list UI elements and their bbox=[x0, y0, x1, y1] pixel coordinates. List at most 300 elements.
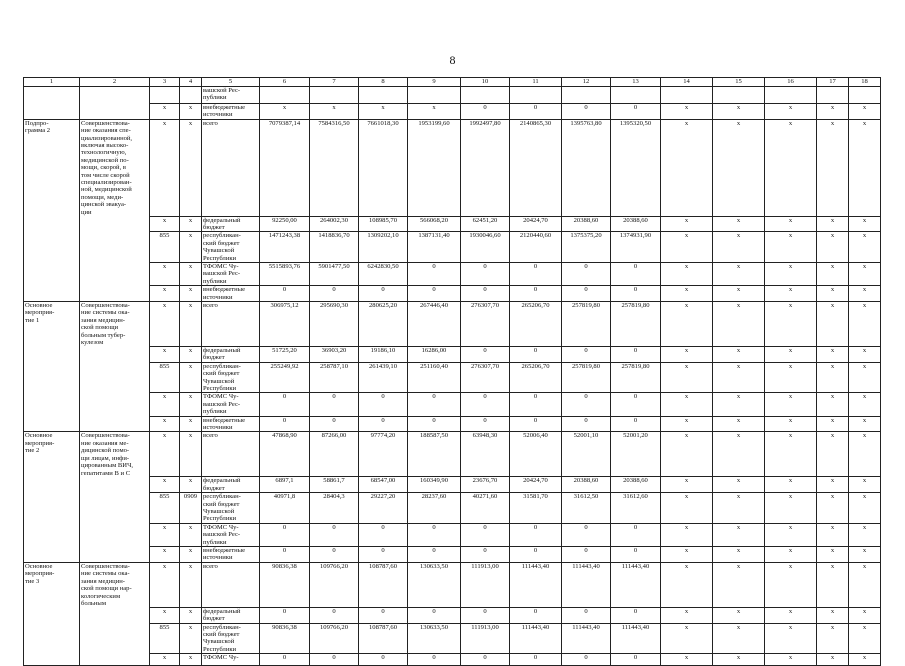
grbs-code-cell: х bbox=[150, 347, 180, 363]
amount-cell: 108787,60 bbox=[359, 562, 408, 607]
amount-cell: 0 bbox=[260, 547, 310, 563]
placeholder-cell: х bbox=[713, 119, 765, 216]
amount-cell: 92250,00 bbox=[260, 216, 310, 232]
section-code-cell: х bbox=[180, 623, 202, 654]
placeholder-cell: х bbox=[849, 523, 881, 546]
amount-cell: 108787,60 bbox=[359, 623, 408, 654]
amount-cell: 265206,70 bbox=[510, 362, 562, 393]
amount-cell: 0 bbox=[260, 393, 310, 416]
amount-cell: 51725,20 bbox=[260, 347, 310, 363]
amount-cell: 0 bbox=[510, 654, 562, 666]
placeholder-cell: х bbox=[661, 607, 713, 623]
amount-cell: 1930046,60 bbox=[461, 232, 510, 263]
placeholder-cell: х bbox=[849, 493, 881, 524]
placeholder-cell: х bbox=[713, 347, 765, 363]
amount-cell: 31612,50 bbox=[562, 493, 611, 524]
amount-cell: 108985,70 bbox=[359, 216, 408, 232]
amount-cell: 251160,40 bbox=[408, 362, 461, 393]
amount-cell: 0 bbox=[408, 416, 461, 432]
amount-cell: 0 bbox=[260, 416, 310, 432]
placeholder-cell: х bbox=[849, 104, 881, 120]
table-row bbox=[24, 607, 881, 623]
program-description-cell bbox=[80, 523, 150, 546]
amount-cell: 0 bbox=[408, 263, 461, 286]
funding-source-cell: республикан- ский бюджет Чувашской Республики bbox=[202, 232, 260, 263]
amount-cell: 0 bbox=[408, 607, 461, 623]
amount-cell: х bbox=[310, 104, 359, 120]
amount-cell: 0 bbox=[260, 286, 310, 302]
placeholder-cell: х bbox=[765, 493, 817, 524]
column-number: 17 bbox=[817, 78, 849, 87]
amount-cell: 0 bbox=[359, 416, 408, 432]
placeholder-cell: х bbox=[817, 623, 849, 654]
placeholder-cell: х bbox=[661, 432, 713, 477]
funding-source-cell: республикан- ский бюджет Чувашской Республики bbox=[202, 493, 260, 524]
table-row bbox=[24, 87, 881, 104]
program-description-cell bbox=[80, 393, 150, 416]
program-name-cell bbox=[24, 623, 80, 654]
amount-cell: 58861,7 bbox=[310, 477, 359, 493]
program-name-cell bbox=[24, 547, 80, 563]
amount-cell: 111443,40 bbox=[562, 623, 611, 654]
section-code-cell: х bbox=[180, 347, 202, 363]
amount-cell: 109766,20 bbox=[310, 562, 359, 607]
program-description-cell bbox=[80, 362, 150, 393]
amount-cell: 0 bbox=[611, 607, 661, 623]
amount-cell: 1374931,90 bbox=[611, 232, 661, 263]
funding-source-cell: внебюджетные источники bbox=[202, 286, 260, 302]
amount-cell: 1309202,10 bbox=[359, 232, 408, 263]
amount-cell: 0 bbox=[408, 393, 461, 416]
placeholder-cell: х bbox=[817, 562, 849, 607]
amount-cell: 1387131,40 bbox=[408, 232, 461, 263]
amount-cell: 5515893,76 bbox=[260, 263, 310, 286]
placeholder-cell: х bbox=[817, 216, 849, 232]
column-number: 3 bbox=[150, 78, 180, 87]
grbs-code-cell: х bbox=[150, 216, 180, 232]
amount-cell bbox=[461, 87, 510, 104]
amount-cell: 0 bbox=[310, 607, 359, 623]
amount-cell: 0 bbox=[562, 393, 611, 416]
amount-cell: 20388,60 bbox=[611, 216, 661, 232]
amount-cell: 0 bbox=[310, 523, 359, 546]
amount-cell: 0 bbox=[562, 607, 611, 623]
amount-cell: 0 bbox=[310, 286, 359, 302]
program-name-cell: Основное мероприя- тие 2 bbox=[24, 432, 80, 477]
amount-cell: 0 bbox=[611, 523, 661, 546]
amount-cell: 276307,70 bbox=[461, 362, 510, 393]
program-description-cell bbox=[80, 607, 150, 623]
amount-cell: 0 bbox=[461, 104, 510, 120]
table-row bbox=[24, 263, 881, 286]
placeholder-cell: х bbox=[849, 623, 881, 654]
amount-cell: 130633,50 bbox=[408, 562, 461, 607]
placeholder-cell: х bbox=[765, 432, 817, 477]
amount-cell: 1395320,50 bbox=[611, 119, 661, 216]
section-code-cell: х bbox=[180, 104, 202, 120]
amount-cell: 16286,00 bbox=[408, 347, 461, 363]
amount-cell: 295690,30 bbox=[310, 302, 359, 347]
amount-cell: 28237,60 bbox=[408, 493, 461, 524]
placeholder-cell: х bbox=[849, 432, 881, 477]
column-number: 14 bbox=[661, 78, 713, 87]
table-row bbox=[24, 393, 881, 416]
section-code-cell: х bbox=[180, 286, 202, 302]
program-name-cell bbox=[24, 477, 80, 493]
amount-cell: 0 bbox=[359, 286, 408, 302]
amount-cell: 68547,00 bbox=[359, 477, 408, 493]
placeholder-cell: х bbox=[817, 416, 849, 432]
amount-cell: 19186,10 bbox=[359, 347, 408, 363]
grbs-code-cell: х bbox=[150, 654, 180, 666]
amount-cell: 257819,80 bbox=[562, 302, 611, 347]
program-description-cell: Совершенствова- ние системы ока- зания медицин- ской помощи нар- кологическим больным bbox=[80, 562, 150, 607]
amount-cell: 0 bbox=[461, 286, 510, 302]
section-code-cell: х bbox=[180, 119, 202, 216]
placeholder-cell: х bbox=[817, 302, 849, 347]
funding-source-cell: всего bbox=[202, 119, 260, 216]
amount-cell: 0 bbox=[611, 547, 661, 563]
table-row bbox=[24, 432, 881, 477]
amount-cell: 130633,50 bbox=[408, 623, 461, 654]
placeholder-cell bbox=[661, 87, 713, 104]
amount-cell: 0 bbox=[461, 416, 510, 432]
grbs-code-cell: х bbox=[150, 286, 180, 302]
placeholder-cell: х bbox=[713, 393, 765, 416]
amount-cell: 0 bbox=[461, 547, 510, 563]
amount-cell: 52001,10 bbox=[562, 432, 611, 477]
section-code-cell: х bbox=[180, 654, 202, 666]
table-row bbox=[24, 119, 881, 216]
amount-cell: 0 bbox=[408, 286, 461, 302]
amount-cell: 0 bbox=[310, 547, 359, 563]
amount-cell: х bbox=[260, 104, 310, 120]
placeholder-cell: х bbox=[661, 654, 713, 666]
budget-table bbox=[23, 77, 881, 666]
amount-cell: 111913,00 bbox=[461, 623, 510, 654]
amount-cell: 0 bbox=[562, 523, 611, 546]
amount-cell: 1992497,80 bbox=[461, 119, 510, 216]
grbs-code-cell: х bbox=[150, 119, 180, 216]
table-row bbox=[24, 477, 881, 493]
program-name-cell bbox=[24, 104, 80, 120]
placeholder-cell: х bbox=[713, 607, 765, 623]
program-description-cell bbox=[80, 263, 150, 286]
placeholder-cell: х bbox=[849, 362, 881, 393]
amount-cell: 0 bbox=[260, 607, 310, 623]
placeholder-cell: х bbox=[849, 607, 881, 623]
placeholder-cell: х bbox=[765, 119, 817, 216]
placeholder-cell: х bbox=[817, 654, 849, 666]
program-description-cell bbox=[80, 547, 150, 563]
placeholder-cell: х bbox=[661, 623, 713, 654]
section-code-cell: х bbox=[180, 232, 202, 263]
amount-cell: 111443,40 bbox=[562, 562, 611, 607]
grbs-code-cell: х bbox=[150, 523, 180, 546]
amount-cell: 1395763,80 bbox=[562, 119, 611, 216]
placeholder-cell: х bbox=[713, 286, 765, 302]
section-code-cell: х bbox=[180, 547, 202, 563]
funding-source-cell: федеральный бюджет bbox=[202, 216, 260, 232]
program-name-cell bbox=[24, 347, 80, 363]
amount-cell: 5901477,50 bbox=[310, 263, 359, 286]
amount-cell: 0 bbox=[310, 416, 359, 432]
grbs-code-cell: х bbox=[150, 263, 180, 286]
amount-cell: 0 bbox=[510, 393, 562, 416]
placeholder-cell: х bbox=[661, 104, 713, 120]
placeholder-cell: х bbox=[661, 477, 713, 493]
table-row bbox=[24, 216, 881, 232]
table-row bbox=[24, 493, 881, 524]
funding-source-cell: внебюджетные источники bbox=[202, 104, 260, 120]
placeholder-cell: х bbox=[817, 393, 849, 416]
amount-cell: 111443,40 bbox=[611, 623, 661, 654]
amount-cell: х bbox=[408, 104, 461, 120]
amount-cell bbox=[562, 87, 611, 104]
grbs-code-cell: х bbox=[150, 302, 180, 347]
grbs-code-cell: 855 bbox=[150, 232, 180, 263]
amount-cell: 0 bbox=[461, 393, 510, 416]
placeholder-cell: х bbox=[765, 623, 817, 654]
program-description-cell bbox=[80, 477, 150, 493]
amount-cell: 40271,60 bbox=[461, 493, 510, 524]
placeholder-cell: х bbox=[713, 547, 765, 563]
amount-cell bbox=[260, 87, 310, 104]
placeholder-cell: х bbox=[765, 416, 817, 432]
section-code-cell: х bbox=[180, 263, 202, 286]
amount-cell: 0 bbox=[562, 547, 611, 563]
amount-cell: 0 bbox=[611, 347, 661, 363]
placeholder-cell: х bbox=[817, 347, 849, 363]
placeholder-cell: х bbox=[661, 562, 713, 607]
placeholder-cell: х bbox=[661, 302, 713, 347]
funding-source-cell: внебюджетные источники bbox=[202, 416, 260, 432]
amount-cell: 31581,70 bbox=[510, 493, 562, 524]
amount-cell: 7584316,50 bbox=[310, 119, 359, 216]
amount-cell: 265206,70 bbox=[510, 302, 562, 347]
program-name-cell bbox=[24, 393, 80, 416]
placeholder-cell: х bbox=[765, 263, 817, 286]
placeholder-cell: х bbox=[661, 232, 713, 263]
amount-cell: 0 bbox=[611, 263, 661, 286]
placeholder-cell: х bbox=[817, 232, 849, 263]
column-number: 16 bbox=[765, 78, 817, 87]
placeholder-cell: х bbox=[765, 302, 817, 347]
placeholder-cell: х bbox=[765, 547, 817, 563]
placeholder-cell: х bbox=[661, 493, 713, 524]
program-description-cell bbox=[80, 416, 150, 432]
placeholder-cell: х bbox=[849, 216, 881, 232]
placeholder-cell: х bbox=[817, 119, 849, 216]
program-name-cell bbox=[24, 232, 80, 263]
amount-cell bbox=[310, 87, 359, 104]
grbs-code-cell bbox=[150, 87, 180, 104]
amount-cell: 0 bbox=[611, 393, 661, 416]
program-description-cell: Совершенствова- ние системы ока- зания медицин- ской помощи больным тубер- кулезом bbox=[80, 302, 150, 347]
amount-cell: 1471243,38 bbox=[260, 232, 310, 263]
program-description-cell bbox=[80, 232, 150, 263]
column-number: 18 bbox=[849, 78, 881, 87]
amount-cell: 52006,40 bbox=[510, 432, 562, 477]
section-code-cell: х bbox=[180, 216, 202, 232]
amount-cell: 111913,00 bbox=[461, 562, 510, 607]
amount-cell: 40971,8 bbox=[260, 493, 310, 524]
program-description-cell bbox=[80, 493, 150, 524]
funding-source-cell: ТФОМС Чу- вашской Рес- публики bbox=[202, 263, 260, 286]
placeholder-cell: х bbox=[765, 523, 817, 546]
grbs-code-cell: х bbox=[150, 477, 180, 493]
table-row bbox=[24, 362, 881, 393]
page-number: 8 bbox=[449, 53, 456, 67]
amount-cell: 0 bbox=[611, 104, 661, 120]
section-code-cell bbox=[180, 87, 202, 104]
placeholder-cell: х bbox=[713, 477, 765, 493]
program-name-cell: Основное мероприя- тие 1 bbox=[24, 302, 80, 347]
table-row bbox=[24, 623, 881, 654]
program-description-cell bbox=[80, 87, 150, 104]
program-description-cell bbox=[80, 216, 150, 232]
column-number: 10 bbox=[461, 78, 510, 87]
column-number: 9 bbox=[408, 78, 461, 87]
amount-cell: 261439,10 bbox=[359, 362, 408, 393]
program-description-cell bbox=[80, 623, 150, 654]
amount-cell: 566068,20 bbox=[408, 216, 461, 232]
section-code-cell: х bbox=[180, 477, 202, 493]
placeholder-cell: х bbox=[713, 562, 765, 607]
funding-source-cell: всего bbox=[202, 432, 260, 477]
funding-source-cell: ТФОМС Чу- вашской Рес- публики bbox=[202, 523, 260, 546]
section-code-cell: х bbox=[180, 523, 202, 546]
placeholder-cell: х bbox=[765, 654, 817, 666]
amount-cell: 0 bbox=[562, 416, 611, 432]
placeholder-cell: х bbox=[713, 104, 765, 120]
placeholder-cell: х bbox=[849, 119, 881, 216]
amount-cell: 0 bbox=[562, 347, 611, 363]
amount-cell: 257819,80 bbox=[562, 362, 611, 393]
amount-cell: 280625,20 bbox=[359, 302, 408, 347]
placeholder-cell: х bbox=[713, 416, 765, 432]
program-name-cell bbox=[24, 216, 80, 232]
program-name-cell: Подпро- грамма 2 bbox=[24, 119, 80, 216]
placeholder-cell: х bbox=[713, 493, 765, 524]
amount-cell: 0 bbox=[510, 547, 562, 563]
column-number: 1 bbox=[24, 78, 80, 87]
placeholder-cell: х bbox=[849, 477, 881, 493]
table-row bbox=[24, 232, 881, 263]
amount-cell: 0 bbox=[359, 607, 408, 623]
grbs-code-cell: х bbox=[150, 416, 180, 432]
amount-cell: 255249,92 bbox=[260, 362, 310, 393]
grbs-code-cell: х bbox=[150, 393, 180, 416]
amount-cell: 0 bbox=[461, 523, 510, 546]
table-row bbox=[24, 347, 881, 363]
program-name-cell bbox=[24, 87, 80, 104]
amount-cell: 52001,20 bbox=[611, 432, 661, 477]
program-name-cell bbox=[24, 607, 80, 623]
amount-cell: 0 bbox=[310, 654, 359, 666]
amount-cell: 306975,12 bbox=[260, 302, 310, 347]
amount-cell: 111443,40 bbox=[611, 562, 661, 607]
amount-cell: 0 bbox=[510, 416, 562, 432]
column-number: 5 bbox=[202, 78, 260, 87]
table-row bbox=[24, 562, 881, 607]
amount-cell: 0 bbox=[510, 104, 562, 120]
amount-cell: 0 bbox=[611, 416, 661, 432]
amount-cell: 109766,20 bbox=[310, 623, 359, 654]
program-name-cell bbox=[24, 654, 80, 666]
column-number: 2 bbox=[80, 78, 150, 87]
amount-cell: 2140865,30 bbox=[510, 119, 562, 216]
column-number: 6 bbox=[260, 78, 310, 87]
funding-source-cell: внебюджетные источники bbox=[202, 547, 260, 563]
amount-cell: 36903,20 bbox=[310, 347, 359, 363]
funding-source-cell: всего bbox=[202, 562, 260, 607]
program-name-cell bbox=[24, 362, 80, 393]
amount-cell: 0 bbox=[510, 607, 562, 623]
placeholder-cell: х bbox=[713, 216, 765, 232]
program-description-cell bbox=[80, 654, 150, 666]
amount-cell: 7661018,30 bbox=[359, 119, 408, 216]
program-name-cell bbox=[24, 263, 80, 286]
amount-cell: 0 bbox=[562, 104, 611, 120]
amount-cell: 6897,1 bbox=[260, 477, 310, 493]
amount-cell: 90836,38 bbox=[260, 623, 310, 654]
amount-cell bbox=[359, 87, 408, 104]
amount-cell: 267446,40 bbox=[408, 302, 461, 347]
placeholder-cell: х bbox=[765, 232, 817, 263]
placeholder-cell: х bbox=[849, 232, 881, 263]
placeholder-cell: х bbox=[661, 347, 713, 363]
placeholder-cell: х bbox=[765, 393, 817, 416]
placeholder-cell: х bbox=[765, 362, 817, 393]
placeholder-cell: х bbox=[849, 393, 881, 416]
placeholder-cell: х bbox=[817, 477, 849, 493]
amount-cell: 160349,90 bbox=[408, 477, 461, 493]
column-number: 12 bbox=[562, 78, 611, 87]
amount-cell: 62451,20 bbox=[461, 216, 510, 232]
placeholder-cell: х bbox=[765, 104, 817, 120]
amount-cell: 0 bbox=[611, 654, 661, 666]
placeholder-cell: х bbox=[661, 119, 713, 216]
placeholder-cell: х bbox=[713, 432, 765, 477]
amount-cell: 1375375,20 bbox=[562, 232, 611, 263]
amount-cell: 20388,60 bbox=[562, 477, 611, 493]
column-number: 13 bbox=[611, 78, 661, 87]
amount-cell: 111443,40 bbox=[510, 562, 562, 607]
column-number: 8 bbox=[359, 78, 408, 87]
amount-cell: 0 bbox=[359, 654, 408, 666]
grbs-code-cell: 855 bbox=[150, 623, 180, 654]
amount-cell: 0 bbox=[461, 263, 510, 286]
amount-cell: 6242830,50 bbox=[359, 263, 408, 286]
placeholder-cell: х bbox=[713, 302, 765, 347]
funding-source-cell: республикан- ский бюджет Чувашской Республики bbox=[202, 623, 260, 654]
amount-cell: 0 bbox=[510, 263, 562, 286]
amount-cell: 0 bbox=[510, 523, 562, 546]
amount-cell: 97774,20 bbox=[359, 432, 408, 477]
section-code-cell: х bbox=[180, 362, 202, 393]
placeholder-cell: х bbox=[817, 432, 849, 477]
amount-cell: 2120440,60 bbox=[510, 232, 562, 263]
program-description-cell: Совершенствова- ние оказания ме- дицинской помо- щи лицам, инфи- цированным ВИЧ, гепатитами В и С bbox=[80, 432, 150, 477]
amount-cell: 0 bbox=[510, 286, 562, 302]
placeholder-cell: х bbox=[661, 523, 713, 546]
section-code-cell: х bbox=[180, 393, 202, 416]
amount-cell: 0 bbox=[461, 607, 510, 623]
placeholder-cell: х bbox=[849, 302, 881, 347]
amount-cell: 0 bbox=[260, 523, 310, 546]
amount-cell: 31612,60 bbox=[611, 493, 661, 524]
